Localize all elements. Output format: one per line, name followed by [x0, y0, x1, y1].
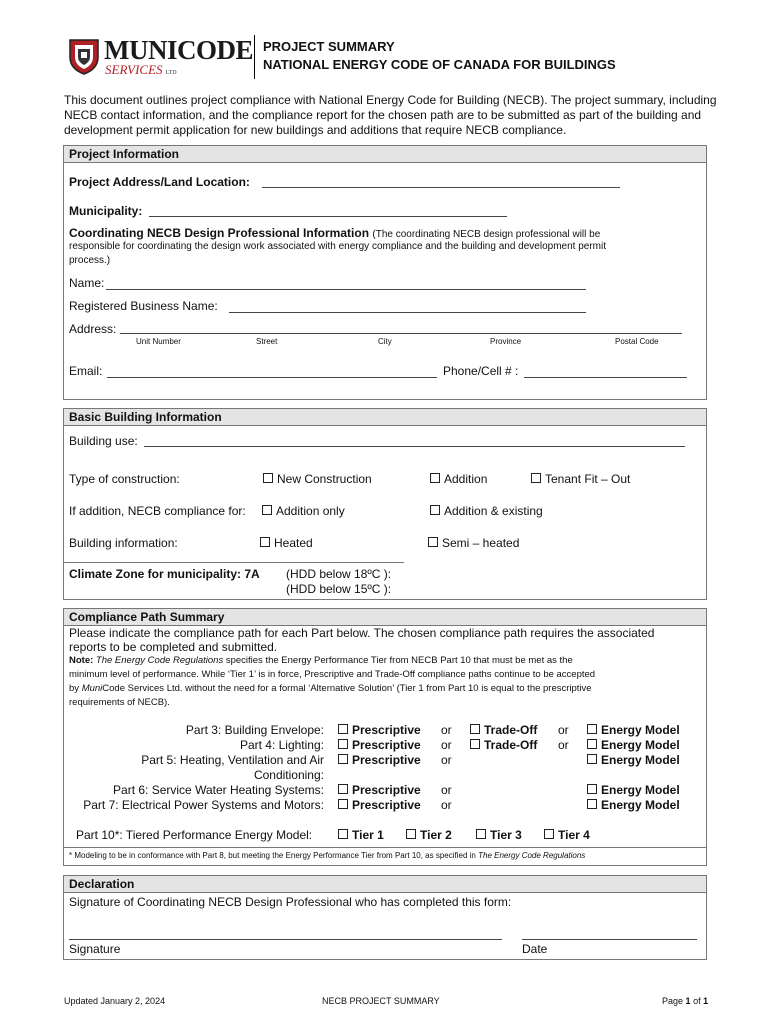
compliance-instructions-1: Please indicate the compliance path for each Part below. The chosen compliance path requires the associated	[69, 626, 655, 640]
section-heading: Declaration	[64, 876, 706, 893]
checkbox[interactable]	[263, 473, 273, 483]
checkbox[interactable]	[531, 473, 541, 483]
checkbox[interactable]	[587, 754, 597, 764]
building-use-label: Building use:	[69, 434, 138, 448]
building-use-field[interactable]	[144, 446, 685, 447]
footer-title: NECB PROJECT SUMMARY	[322, 996, 440, 1006]
declaration-text: Signature of Coordinating NECB Design Professional who has completed this form:	[69, 895, 512, 909]
intro-paragraph: This document outlines project compliance with National Energy Code for Building (NECB). The project summary, including NECB contact information, and the compliance report for the chosen path are to be submitted as part of the building and development permit application for new buildings and additions that require NECB compliance.	[64, 93, 717, 137]
footer-updated: Updated January 2, 2024	[64, 996, 166, 1006]
checkbox[interactable]	[338, 784, 348, 794]
checkbox[interactable]	[338, 799, 348, 809]
option-new-construction[interactable]: New Construction	[263, 472, 372, 486]
date-label: Date	[522, 942, 548, 956]
option-addition[interactable]: Addition	[430, 472, 487, 486]
doc-subtitle: NATIONAL ENERGY CODE OF CANADA FOR BUILDINGS	[263, 57, 616, 72]
checkbox[interactable]	[338, 829, 348, 839]
modeling-footnote: * Modeling to be in conformance with Part 8, but meeting the Energy Performance Tier from Part 10, as specified in The Energy Code Regulations	[69, 851, 586, 860]
part4-label: Part 4: Lighting:	[239, 738, 324, 752]
shield-icon	[68, 37, 100, 75]
logo-subtitle: SERVICES LTD	[105, 62, 177, 77]
compliance-note-4: requirements of NECB).	[69, 697, 170, 708]
checkbox[interactable]	[428, 537, 438, 547]
hdd-18-label: (HDD below 18ºC ):	[286, 567, 392, 581]
or-text: or	[558, 723, 569, 737]
part3-label: Part 3: Building Envelope:	[185, 723, 324, 737]
option-addition-existing[interactable]: Addition & existing	[430, 504, 543, 518]
signature-label: Signature	[69, 942, 121, 956]
province-caption: Province	[490, 337, 522, 346]
business-name-field[interactable]	[229, 312, 586, 313]
part5-label-cont: Conditioning:	[253, 768, 324, 782]
unit-number-caption: Unit Number	[136, 337, 181, 346]
compliance-path-section	[63, 608, 707, 866]
part4-prescriptive[interactable]: Prescriptive	[338, 738, 421, 752]
option-heated[interactable]: Heated	[260, 536, 313, 550]
signature-field[interactable]	[69, 939, 502, 940]
checkbox[interactable]	[476, 829, 486, 839]
postal-code-caption: Postal Code	[615, 337, 659, 346]
or-text: or	[441, 738, 452, 752]
part5-prescriptive[interactable]: Prescriptive	[338, 753, 421, 767]
part3-energy-model[interactable]: Energy Model	[587, 723, 680, 737]
compliance-instructions-2: reports to be completed and submitted.	[69, 640, 278, 654]
coordinating-note-2: responsible for coordinating the design work associated with energy compliance and the building and development permit	[69, 241, 606, 252]
or-text: or	[441, 723, 452, 737]
coordinating-heading: Coordinating NECB Design Professional Information (The coordinating NECB design professional will be	[69, 226, 601, 240]
compliance-note-3: by MuniCode Services Ltd. without the need for a formal ‘Alternative Solution’ (Tier 1 from Part 10 is equal to the prescriptive	[69, 683, 592, 694]
climate-zone-label: Climate Zone for municipality: 7A	[69, 567, 260, 581]
footer-page-number: Page 1 of 1	[662, 996, 709, 1006]
header-divider	[254, 35, 255, 79]
part6-label: Part 6: Service Water Heating Systems:	[113, 783, 324, 797]
checkbox[interactable]	[338, 724, 348, 734]
part5-energy-model[interactable]: Energy Model	[587, 753, 680, 767]
checkbox[interactable]	[338, 754, 348, 764]
section-heading: Basic Building Information	[64, 409, 706, 426]
or-text: or	[441, 798, 452, 812]
footnote-divider	[64, 847, 706, 848]
checkbox[interactable]	[470, 724, 480, 734]
part4-tradeoff[interactable]: Trade-Off	[470, 738, 537, 752]
logo-wordmark: MUNICODE	[104, 35, 253, 65]
phone-label: Phone/Cell # :	[443, 364, 519, 378]
or-text: or	[558, 738, 569, 752]
option-semi-heated[interactable]: Semi – heated	[428, 536, 519, 550]
section-heading: Project Information	[64, 146, 706, 163]
tier3-option[interactable]: Tier 3	[476, 828, 522, 842]
project-address-label: Project Address/Land Location:	[69, 175, 250, 189]
checkbox[interactable]	[470, 739, 480, 749]
part3-prescriptive[interactable]: Prescriptive	[338, 723, 421, 737]
address-field[interactable]	[120, 333, 682, 334]
part7-energy-model[interactable]: Energy Model	[587, 798, 680, 812]
phone-field[interactable]	[524, 377, 687, 378]
checkbox[interactable]	[338, 739, 348, 749]
option-addition-only[interactable]: Addition only	[262, 504, 345, 518]
construction-type-label: Type of construction:	[69, 472, 180, 486]
addition-compliance-label: If addition, NECB compliance for:	[69, 504, 246, 518]
checkbox[interactable]	[430, 505, 440, 515]
section-heading: Compliance Path Summary	[64, 609, 706, 626]
street-caption: Street	[256, 337, 278, 346]
business-name-label: Registered Business Name:	[69, 299, 218, 313]
checkbox[interactable]	[587, 739, 597, 749]
part10-label: Part 10*: Tiered Performance Energy Model:	[76, 828, 313, 842]
coordinating-note-3: process.)	[69, 255, 111, 266]
checkbox[interactable]	[260, 537, 270, 547]
name-label: Name:	[69, 276, 105, 290]
email-field[interactable]	[107, 377, 437, 378]
checkbox[interactable]	[587, 724, 597, 734]
checkbox[interactable]	[587, 799, 597, 809]
city-caption: City	[378, 337, 392, 346]
or-text: or	[441, 753, 452, 767]
part6-energy-model[interactable]: Energy Model	[587, 783, 680, 797]
part5-label: Part 5: Heating, Ventilation and Air	[141, 753, 324, 767]
climate-divider	[64, 562, 404, 563]
municipality-field[interactable]	[149, 216, 507, 217]
part7-label: Part 7: Electrical Power Systems and Motors:	[83, 798, 324, 812]
checkbox[interactable]	[262, 505, 272, 515]
part6-prescriptive[interactable]: Prescriptive	[338, 783, 421, 797]
date-field[interactable]	[522, 939, 697, 940]
email-label: Email:	[69, 364, 103, 378]
part3-tradeoff[interactable]: Trade-Off	[470, 723, 537, 737]
name-field[interactable]	[106, 289, 586, 290]
doc-title: PROJECT SUMMARY	[263, 39, 395, 54]
checkbox[interactable]	[587, 784, 597, 794]
or-text: or	[441, 783, 452, 797]
project-information-section	[63, 145, 707, 400]
tier4-option[interactable]: Tier 4	[544, 828, 590, 842]
compliance-note-2: minimum level of performance. While ‘Tier 1’ is in force, Prescriptive and Trade-Off compliance paths continue to be accepted	[69, 669, 596, 680]
building-information-section	[63, 408, 707, 600]
tier1-option[interactable]: Tier 1	[338, 828, 384, 842]
part4-energy-model[interactable]: Energy Model	[587, 738, 680, 752]
checkbox[interactable]	[544, 829, 554, 839]
address-label: Address:	[69, 322, 117, 336]
checkbox[interactable]	[430, 473, 440, 483]
checkbox[interactable]	[406, 829, 416, 839]
project-address-field[interactable]	[262, 187, 620, 188]
option-tenant-fit-out[interactable]: Tenant Fit – Out	[531, 472, 630, 486]
building-info-label: Building information:	[69, 536, 178, 550]
hdd-15-label: (HDD below 15ºC ):	[286, 582, 392, 596]
municode-logo	[68, 35, 253, 79]
compliance-note-1: Note: The Energy Code Regulations specifies the Energy Performance Tier from NECB Part 10 that must be met as the	[69, 655, 573, 666]
municipality-label: Municipality:	[69, 204, 143, 218]
tier2-option[interactable]: Tier 2	[406, 828, 452, 842]
part7-prescriptive[interactable]: Prescriptive	[338, 798, 421, 812]
declaration-section	[63, 875, 707, 960]
